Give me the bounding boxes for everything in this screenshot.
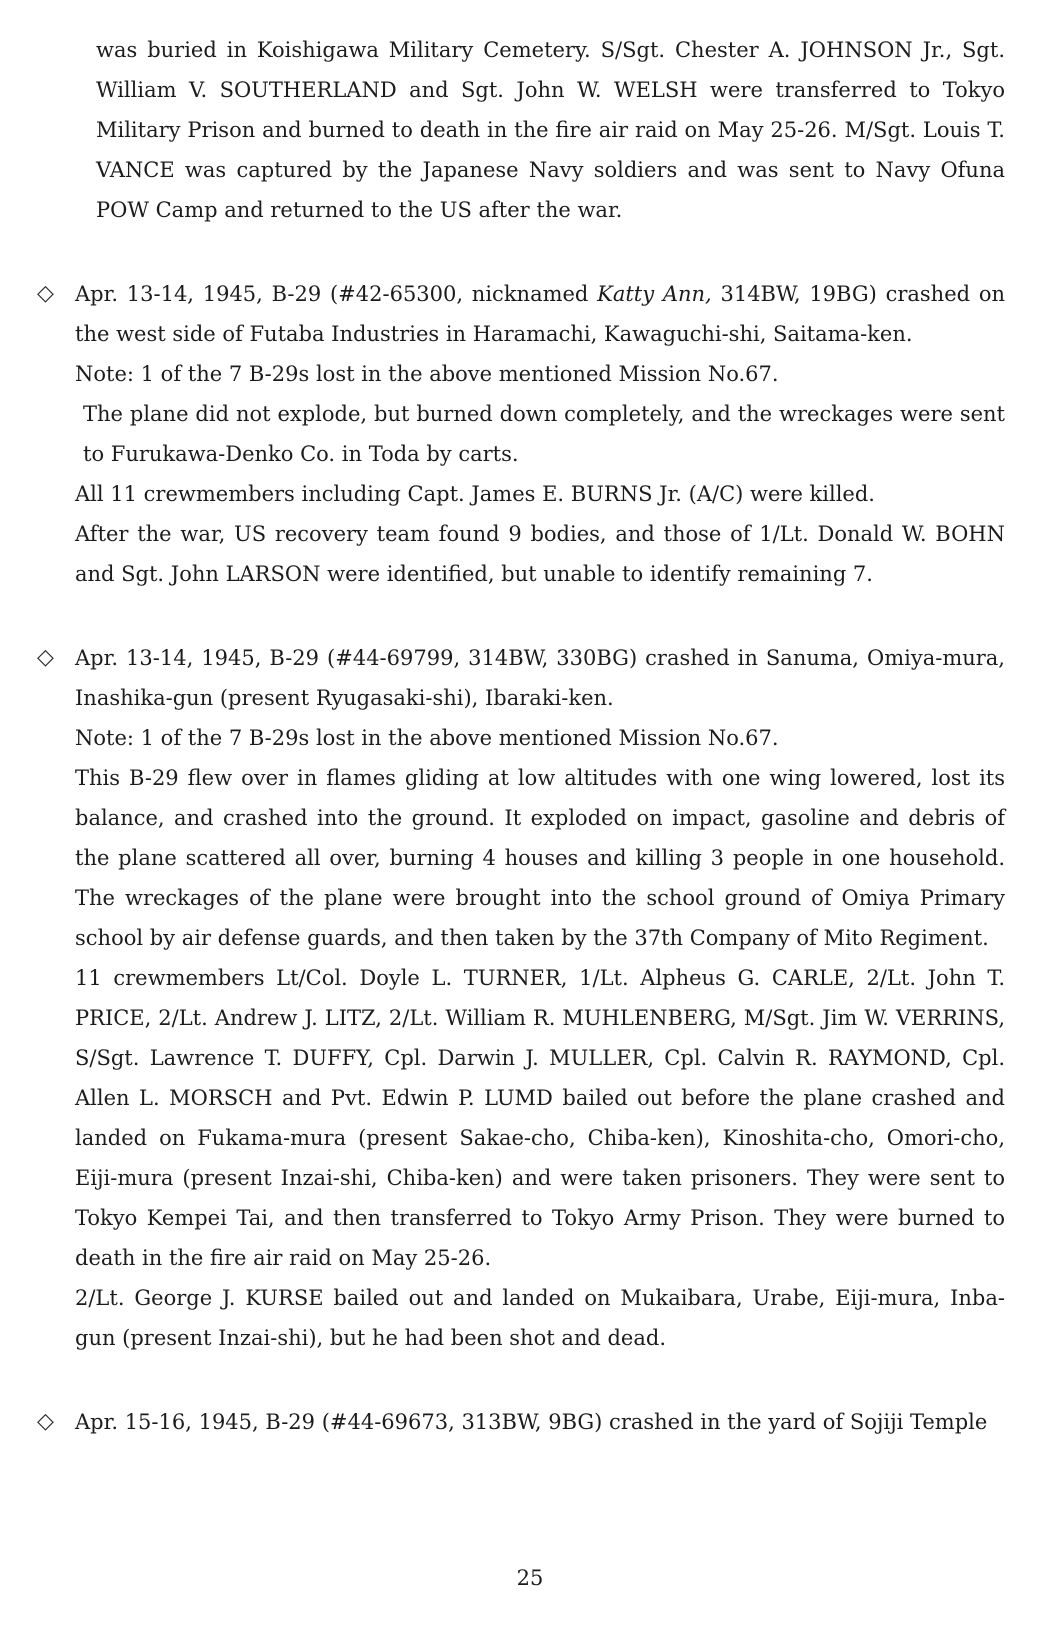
crash-entry-2 — [37, 638, 1005, 1358]
entry-heading-text: 314BW, 19BG) crashed on the west side of Futaba Industries in Haramachi, Kawaguchi-shi, Saitama-ken. — [75, 282, 1005, 346]
intro-paragraph: was buried in Koishigawa Military Cemetery. S/Sgt. Chester A. JOHNSON Jr., Sgt. William V. SOUTHERLAND and Sgt. John W. WELSH were transferred to Tokyo Military Prison and burned to death in the fire air raid on May 25-26. M/Sgt. Louis T. VANCE was captured by the Japanese Navy soldiers and was sent to Navy Ofuna POW Camp and returned to the US after the war. — [96, 38, 1005, 222]
entry-heading-text: Apr. 13-14, 1945, B-29 (#44-69799, 314BW, 330BG) crashed in Sanuma, Omiya-mura, Inashika-gun (present Ryugasaki-shi), Ibaraki-ken. — [75, 646, 1005, 710]
entry-heading — [75, 274, 1005, 354]
diamond-bullet-icon: ◇ — [37, 281, 54, 306]
entry-paragraph: After the war, US recovery team found 9 bodies, and those of 1/Lt. Donald W. BOHN and Sgt. John LARSON were identified, but unable to identify remaining 7. — [75, 522, 1005, 586]
entry-paragraph: 11 crewmembers Lt/Col. Doyle L. TURNER, 1/Lt. Alpheus G. CARLE, 2/Lt. John T. PRICE, 2/Lt. Andrew J. LITZ, 2/Lt. William R. MUHLENBERG, M/Sgt. Jim W. VERRINS, S/Sgt. Lawrence T. DUFFY, Cpl. Darwin J. MULLER, Cpl. Calvin R. RAYMOND, Cpl. Allen L. MORSCH and Pvt. Edwin P. LUMD bailed out before the plane crashed and landed on Fukama-mura (present Sakae-cho, Chiba-ken), Kinoshita-cho, Omori-cho, Eiji-mura (present Inzai-shi, Chiba-ken) and were taken prisoners. They were sent to Tokyo Kempei Tai, and then transferred to Tokyo Army Prison. They were burned to death in the fire air raid on May 25-26. — [75, 966, 1005, 1270]
entry-paragraph: Note: 1 of the 7 B-29s lost in the above mentioned Mission No.67. — [75, 362, 779, 386]
text-block — [37, 30, 1005, 1442]
entry-heading — [75, 638, 1005, 718]
entry-heading — [75, 1402, 1005, 1442]
entry-heading-text: Apr. 13-14, 1945, B-29 (#42-65300, nicknamed — [75, 282, 598, 306]
entry-paragraph: This B-29 flew over in flames gliding at low altitudes with one wing lowered, lost its balance, and crashed into the ground. It exploded on impact, gasoline and debris of the plane scattered all over, burning 4 houses and killing 3 people in one household. The wreckages of the plane were brought into the school ground of Omiya Primary school by air defense guards, and then taken by the 37th Company of Mito Regiment. — [75, 766, 1005, 950]
aircraft-nickname: Katty Ann, — [597, 282, 712, 306]
diamond-bullet-icon: ◇ — [37, 645, 54, 670]
entry-paragraph: All 11 crewmembers including Capt. James E. BURNS Jr. (A/C) were killed. — [75, 482, 875, 506]
diamond-bullet-icon: ◇ — [37, 1409, 54, 1434]
crash-entry-3 — [37, 1402, 1005, 1442]
crash-entry-1 — [37, 274, 1005, 594]
entry-heading-text: Apr. 15-16, 1945, B-29 (#44-69673, 313BW, 9BG) crashed in the yard of Sojiji Temple — [75, 1410, 988, 1434]
entry-paragraph: Note: 1 of the 7 B-29s lost in the above mentioned Mission No.67. — [75, 726, 779, 750]
entry-paragraph: The plane did not explode, but burned down completely, and the wreckages were sent to Furukawa-Denko Co. in Toda by carts. — [83, 402, 1005, 466]
entry-paragraph: 2/Lt. George J. KURSE bailed out and landed on Mukaibara, Urabe, Eiji-mura, Inba-gun (present Inzai-shi), but he had been shot and dead. — [75, 1286, 1005, 1350]
page-number: 25 — [516, 1566, 544, 1590]
